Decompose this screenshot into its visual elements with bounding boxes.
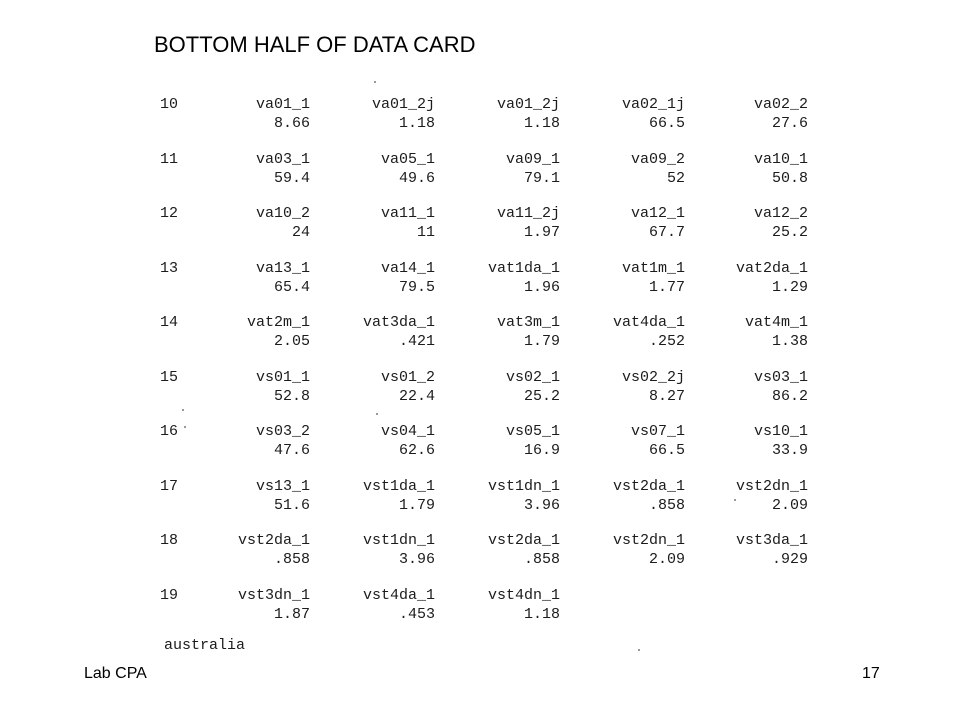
variable-value: 3.96 [398,551,435,568]
variable-cell [698,150,808,188]
variable-name: va02_1j [621,96,685,113]
slide-number: 17 [862,665,880,682]
card-row [150,187,830,241]
variable-value: 25.2 [771,224,808,241]
variable-value: .858 [648,496,685,514]
variable-name: vst2da_1 [237,532,310,549]
variable-cell [698,477,808,515]
variable-name: vat1da_1 [487,259,560,277]
variable-value: 1.79 [398,496,435,514]
variable-name: vs03_2 [255,423,310,440]
variable-name: va09_2 [630,150,685,168]
variable-cell [450,259,560,297]
variable-value: 62.6 [398,442,435,459]
variable-cell [325,531,435,569]
variable-value: 22.4 [398,387,435,405]
variable-name: va09_1 [505,150,560,168]
variable-name: vst2da_1 [612,477,685,495]
variable-value: 25.2 [523,387,560,405]
variable-cell [575,150,685,188]
variable-value: .858 [273,551,310,568]
variable-value: 79.1 [523,169,560,187]
variable-value: 65.4 [273,278,310,296]
variable-cell [200,422,310,460]
variable-name: vs03_1 [753,368,808,386]
variable-cell [200,531,310,569]
variable-cell [698,259,808,297]
variable-cell [200,313,310,351]
variable-name: va10_2 [255,205,310,222]
scan-speck [376,413,378,415]
variable-cell [200,150,310,188]
variable-name: vst3da_1 [735,532,808,549]
variable-cell [450,531,560,569]
scan-speck [184,426,186,428]
row-number: 19 [160,586,179,604]
card-row [150,405,830,459]
variable-name: vs01_2 [380,368,435,386]
variable-value: 16.9 [523,442,560,459]
variable-cell [450,204,560,242]
variable-cell [325,259,435,297]
variable-name: vs01_1 [255,368,310,386]
variable-cell [200,477,310,515]
variable-value: 67.7 [648,224,685,241]
row-number: 11 [160,150,179,168]
variable-value: 1.18 [523,115,560,132]
variable-value: 86.2 [771,387,808,405]
variable-value: 2.09 [771,496,808,514]
variable-value: .453 [398,605,435,623]
card-row [150,514,830,568]
variable-value: 1.97 [523,224,560,241]
card-row [150,569,830,623]
variable-cell [325,422,435,460]
card-row [150,133,830,187]
variable-cell [698,531,808,569]
country-label: australia [164,637,246,654]
row-number: 18 [160,532,179,549]
variable-cell [575,204,685,242]
scan-speck [374,81,376,83]
variable-name: va01_2j [496,96,560,113]
variable-value: 11 [416,224,435,241]
variable-value: 59.4 [273,169,310,187]
variable-cell [575,368,685,406]
variable-value: 2.09 [648,551,685,568]
variable-value: 1.77 [648,278,685,296]
slide-title: BOTTOM HALF OF DATA CARD [154,32,476,57]
variable-value: .929 [771,551,808,568]
variable-cell [325,313,435,351]
variable-name: va12_1 [630,205,685,222]
row-number: 13 [160,259,179,277]
variable-name: vst4dn_1 [487,586,560,604]
variable-value: 66.5 [648,115,685,132]
variable-value: .252 [648,333,685,350]
variable-name: vst2da_1 [487,532,560,549]
variable-cell [575,531,685,569]
variable-value: 52 [666,169,685,187]
variable-name: vs04_1 [380,423,435,440]
variable-cell [575,95,685,133]
variable-cell [325,477,435,515]
variable-cell [698,204,808,242]
variable-value: 1.29 [771,278,808,296]
variable-name: vat4m_1 [744,314,808,331]
variable-name: va01_2j [371,96,435,113]
variable-cell [200,586,310,624]
variable-name: vs13_1 [255,477,310,495]
variable-name: va11_2j [496,205,560,222]
variable-value: 1.18 [523,605,560,623]
variable-cell [450,95,560,133]
variable-name: vst4da_1 [362,586,435,604]
variable-cell [450,313,560,351]
variable-value: 1.79 [523,333,560,350]
variable-value: 33.9 [771,442,808,459]
variable-name: vs05_1 [505,423,560,440]
row-number: 15 [160,368,179,386]
variable-cell [698,95,808,133]
variable-value: 1.38 [771,333,808,350]
variable-value: 51.6 [273,496,310,514]
variable-cell [325,204,435,242]
variable-name: va14_1 [380,259,435,277]
variable-cell [325,368,435,406]
variable-value: 49.6 [398,169,435,187]
variable-cell [200,204,310,242]
row-number: 12 [160,205,179,222]
row-number: 17 [160,477,179,495]
variable-cell [200,368,310,406]
variable-cell [325,150,435,188]
variable-value: 1.87 [273,605,310,623]
variable-value: 50.8 [771,169,808,187]
variable-name: va12_2 [753,205,808,222]
variable-cell [575,477,685,515]
data-card-scan [150,78,830,663]
variable-name: vat2m_1 [246,314,310,331]
scan-speck [182,409,184,411]
variable-cell [450,477,560,515]
variable-value: 1.96 [523,278,560,296]
variable-cell [200,259,310,297]
variable-name: vat3m_1 [496,314,560,331]
variable-cell [325,95,435,133]
variable-name: vst1da_1 [362,477,435,495]
variable-name: vst2dn_1 [735,477,808,495]
scan-speck [638,649,640,651]
card-row [150,242,830,296]
card-row [150,460,830,514]
variable-name: vat2da_1 [735,259,808,277]
variable-cell [575,313,685,351]
variable-value: 3.96 [523,496,560,514]
variable-name: vst3dn_1 [237,586,310,604]
variable-name: va02_2 [753,96,808,113]
variable-value: .421 [398,333,435,350]
variable-cell [200,95,310,133]
variable-name: vs10_1 [753,423,808,440]
variable-cell [575,259,685,297]
variable-value: 8.27 [648,387,685,405]
variable-value: 2.05 [273,333,310,350]
variable-cell [575,422,685,460]
variable-value: 27.6 [771,115,808,132]
row-number: 14 [160,314,179,331]
variable-name: va13_1 [255,259,310,277]
variable-value: 1.18 [398,115,435,132]
variable-value: 52.8 [273,387,310,405]
variable-name: va03_1 [255,150,310,168]
variable-name: vst2dn_1 [612,532,685,549]
variable-name: vs02_1 [505,368,560,386]
variable-cell [450,586,560,624]
variable-name: vat4da_1 [612,314,685,331]
row-number: 10 [160,96,179,113]
variable-name: vst1dn_1 [487,477,560,495]
variable-cell [698,313,808,351]
variable-value: 66.5 [648,442,685,459]
variable-name: vst1dn_1 [362,532,435,549]
footer-course-label: Lab CPA [84,665,147,682]
card-row [150,78,830,132]
variable-value: 8.66 [273,115,310,132]
variable-name: vs02_2j [621,368,685,386]
variable-value: 79.5 [398,278,435,296]
card-row [150,351,830,405]
variable-cell [450,150,560,188]
variable-name: vat3da_1 [362,314,435,331]
variable-value: .858 [523,551,560,568]
variable-cell [698,368,808,406]
variable-cell [325,586,435,624]
variable-cell [698,422,808,460]
scan-speck [734,499,736,501]
row-number: 16 [160,423,179,440]
variable-name: va11_1 [380,205,435,222]
variable-name: va01_1 [255,96,310,113]
variable-name: vat1m_1 [621,259,685,277]
variable-name: va05_1 [380,150,435,168]
variable-cell [450,422,560,460]
variable-value: 47.6 [273,442,310,459]
variable-value: 24 [291,224,310,241]
card-row [150,296,830,350]
variable-name: va10_1 [753,150,808,168]
variable-name: vs07_1 [630,423,685,440]
variable-cell [450,368,560,406]
